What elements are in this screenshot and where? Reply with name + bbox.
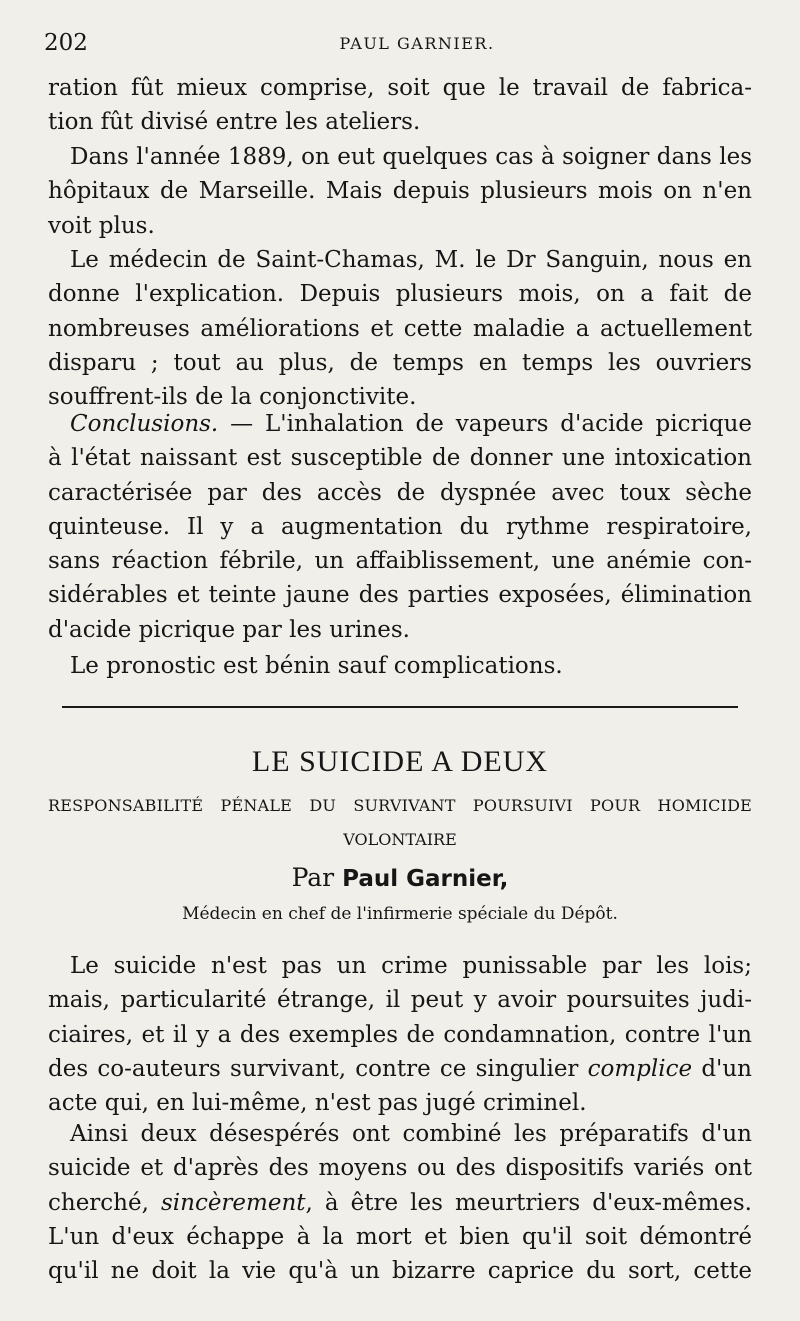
page-number: 202 bbox=[44, 30, 88, 56]
conclusions-label: Conclusions. bbox=[70, 411, 219, 437]
paragraph-6 bbox=[48, 949, 752, 1120]
section-divider bbox=[62, 706, 738, 708]
article-subtitle-continued: VOLONTAIRE bbox=[343, 830, 457, 849]
running-head: PAUL GARNIER. bbox=[339, 34, 495, 53]
article-subtitle: RESPONSABILITÉ PÉNALE DU SURVIVANT POURSUIVI POUR HOMICIDE bbox=[48, 796, 752, 815]
text-line: ration fût mieux comprise, soit que le travail de fabrica- bbox=[48, 75, 752, 101]
text-line: disparu ; tout au plus, de temps en temps les ouvriers bbox=[48, 349, 752, 376]
conclusions-lead: — L'inhalation de vapeurs d'acide picrique bbox=[218, 411, 752, 437]
text-line: suicide et d'après des moyens ou des dispositifs variés ont bbox=[48, 1155, 752, 1182]
text-line: donne l'explication. Depuis plusieurs mois, on a fait de bbox=[48, 281, 752, 308]
text-span: d'un bbox=[692, 1055, 752, 1082]
text-line bbox=[48, 407, 752, 441]
text-line: ciaires, et il y a des exemples de condamnation, contre l'un bbox=[48, 1021, 752, 1048]
text-line: Le suicide n'est pas un crime punissable par les lois; bbox=[70, 953, 752, 979]
byline-prefix: Par bbox=[291, 863, 343, 892]
text-line: qu'il ne doit la vie qu'à un bizarre caprice du sort, cette bbox=[48, 1258, 752, 1285]
paragraph-1 bbox=[48, 71, 752, 140]
text-line: mais, particularité étrange, il peut y avoir poursuites judi- bbox=[48, 987, 752, 1014]
text-line: Dans l'année 1889, on eut quelques cas à soigner dans les bbox=[70, 144, 752, 170]
paragraph-3 bbox=[48, 243, 752, 414]
text-line: Ainsi deux désespérés ont combiné les préparatifs d'un bbox=[70, 1121, 752, 1147]
emphasis: sincèrement bbox=[160, 1189, 306, 1216]
article-title: LE SUICIDE A DEUX bbox=[251, 745, 549, 778]
text-line: acte qui, en lui-même, n'est pas jugé criminel. bbox=[48, 1090, 587, 1117]
author-name: Paul Garnier, bbox=[342, 866, 509, 892]
text-line: tion fût divisé entre les ateliers. bbox=[48, 109, 421, 136]
page-header bbox=[44, 30, 750, 64]
text-line: caractérisée par des accès de dyspnée avec toux sèche bbox=[48, 479, 752, 506]
text-line: hôpitaux de Marseille. Mais depuis plusieurs mois on n'en bbox=[48, 178, 752, 205]
paragraph-conclusions bbox=[48, 407, 752, 647]
text-line: Le médecin de Saint-Chamas, M. le Dr Sanguin, nous en bbox=[70, 247, 752, 273]
text-line: d'acide picrique par les urines. bbox=[48, 616, 410, 643]
text-line bbox=[48, 1052, 752, 1086]
paragraph-prognosis bbox=[48, 649, 752, 683]
text-line bbox=[48, 1186, 752, 1220]
text-line: sidérables et teinte jaune des parties exposées, élimination bbox=[48, 582, 752, 609]
text-span: cherché, bbox=[48, 1189, 161, 1216]
text-line: voit plus. bbox=[48, 212, 155, 239]
text-line: à l'état naissant est susceptible de donner une intoxication bbox=[48, 445, 752, 472]
paragraph-7 bbox=[48, 1117, 752, 1288]
text-span: , à être les meurtriers d'eux-mêmes. bbox=[305, 1189, 752, 1216]
byline bbox=[0, 863, 800, 892]
text-span: des co-auteurs survivant, contre ce singulier bbox=[48, 1055, 588, 1082]
text-line: L'un d'eux échappe à la mort et bien qu'il soit démontré bbox=[48, 1223, 752, 1250]
emphasis: complice bbox=[587, 1055, 693, 1082]
text-line: quinteuse. Il y a augmentation du rythme respiratoire, bbox=[48, 513, 752, 540]
author-role: Médecin en chef de l'infirmerie spéciale du Dépôt. bbox=[182, 904, 618, 924]
paragraph-2 bbox=[48, 140, 752, 243]
text-line: nombreuses améliorations et cette maladie a actuellement bbox=[48, 315, 752, 342]
text-line: Le pronostic est bénin sauf complications. bbox=[70, 653, 563, 679]
text-line: souffrent-ils de la conjonctivite. bbox=[48, 384, 417, 411]
text-line: sans réaction fébrile, un affaiblissement, une anémie con- bbox=[48, 548, 752, 575]
